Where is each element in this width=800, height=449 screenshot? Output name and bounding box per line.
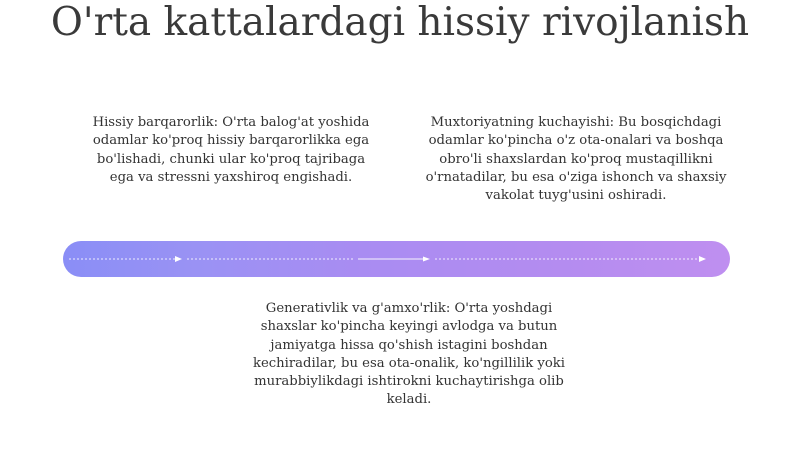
arrow-head-1: [175, 256, 182, 262]
timeline-arrows: [63, 241, 730, 277]
arrow-head-3: [699, 256, 706, 262]
emotional-stability-text: Hissiy barqarorlik: O'rta balog'at yoshida odamlar ko'proq hissiy barqarorlikka ega bo'lishadi, chunki ular ko'proq tajribaga ega va stressni yaxshiroq engishadi.: [92, 115, 370, 185]
generativity-text: Generativlik va g'amxo'rlik: O'rta yoshdagi shaxslar ko'pincha keyingi avlodga va butun jamiyatga hissa qo'shish istagini boshdan kechiradilar, bu esa ota-onalik, ko'ngillilik yoki murabbiylikdagi ishtirokni kuchaytirishga olib keladi.: [252, 301, 566, 408]
autonomy-text: Muxtoriyatning kuchayishi: Bu bosqichdagi odamlar ko'pincha o'z ota-onalari va boshqa obro'li shaxslardan ko'proq mustaqillikni o'rnatadilar, bu esa o'ziga ishonch va shaxsiy vakolat tuyg'usini oshiradi.: [425, 115, 727, 204]
page-title: O'rta kattalardagi hissiy rivojlanish: [50, 0, 750, 45]
arrow-head-2: [423, 257, 430, 262]
timeline-bar: [63, 241, 730, 277]
